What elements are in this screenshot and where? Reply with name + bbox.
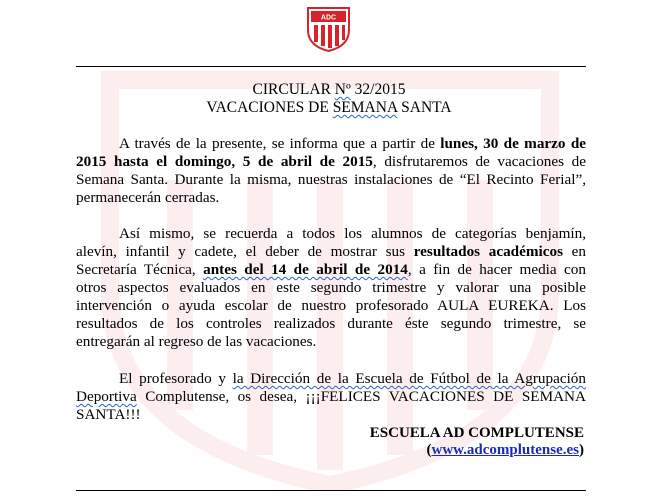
text-run: en	[562, 243, 586, 260]
paren: )	[579, 442, 584, 458]
document-title	[0, 99, 658, 117]
circular-number-value: 32/2015	[350, 81, 406, 98]
crest-letters: ADC	[320, 14, 337, 22]
circular-number	[0, 81, 658, 99]
footer-divider	[76, 490, 586, 491]
paragraph-vacation-dates	[76, 135, 586, 207]
circular-label: CIRCULAR	[252, 81, 335, 98]
text-run: Deportiva	[76, 388, 137, 405]
paragraph-academic-results	[76, 225, 586, 351]
signature-website	[0, 441, 584, 459]
paragraph-line	[76, 261, 586, 279]
paragraph-line: entregarán al regreso de las vacaciones.	[76, 333, 317, 350]
bold-text: antes del 14 de abril de 2014	[203, 261, 408, 278]
text-run: A través de la presente, se informa que a partir de	[119, 135, 441, 152]
club-crest-logo	[305, 4, 352, 53]
paragraph-line	[76, 370, 586, 388]
bold-text: lunes, 30 de marzo de	[440, 135, 587, 152]
title-part: SEMANA	[332, 99, 398, 116]
text-run: alevín, infantil y cadete, el deber de mostrar sus	[76, 243, 414, 260]
paragraph-line: Así mismo, se recuerda a todos los alumnos de categorías benjamín,	[119, 225, 586, 242]
text-run: Secretaría Técnica,	[76, 261, 204, 278]
paragraph-line: intervención o ayuda escolar de nuestro profesorado AULA EUREKA. Los	[76, 297, 586, 314]
signature-organization: ESCUELA AD COMPLUTENSE	[369, 425, 584, 441]
paragraph-line	[76, 243, 586, 261]
paren: (	[426, 442, 432, 458]
paragraph-line: resultados de los controles realizados durante éste segundo trimestre, se	[76, 315, 586, 332]
text-run: Complutense, os desea, ¡¡¡FELICES VACACIONES DE SEMANA	[136, 388, 586, 405]
paragraph-line	[76, 388, 586, 406]
paragraph-line	[76, 153, 586, 171]
circular-no-symbol: Nº	[334, 81, 351, 98]
title-part: VACACIONES DE	[206, 99, 333, 116]
paragraph-line: Semana Santa. Durante la misma, nuestras instalaciones de “El Recinto Ferial”,	[76, 171, 586, 188]
text-run: la Dirección de la Escuela de Fútbol de la Agrupación	[232, 370, 586, 387]
text-run: , a fin de hacer media con	[407, 261, 586, 278]
text-run: El profesorado y	[119, 370, 233, 387]
paragraph-line: SANTA!!!	[76, 406, 141, 423]
text-run: , disfrutaremos de vacaciones de	[372, 153, 586, 170]
title-part: SANTA	[397, 99, 452, 116]
paragraph-greeting	[76, 370, 586, 424]
website-link[interactable]: www.adcomplutense.es	[431, 442, 579, 458]
paragraph-line: otros aspectos evaluados en este segundo trimestre y valorar una posible	[76, 279, 586, 296]
paragraph-line	[76, 135, 586, 153]
bold-text: 2015 hasta el domingo, 5 de abril de 2015	[76, 153, 373, 170]
bold-text: resultados académicos	[413, 243, 563, 260]
header-divider	[76, 66, 586, 67]
paragraph-line: permanecerán cerradas.	[76, 189, 220, 206]
